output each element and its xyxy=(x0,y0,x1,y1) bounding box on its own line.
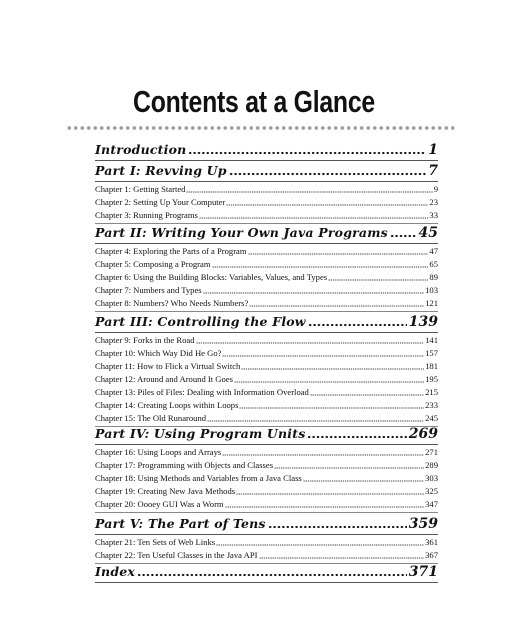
chapter-row[interactable] xyxy=(95,485,438,498)
part-title-row[interactable] xyxy=(95,425,438,443)
toc-part xyxy=(95,224,438,313)
part-title-label: Part I: Revving Up xyxy=(95,163,227,178)
toc-part xyxy=(95,313,438,428)
chapter-row[interactable] xyxy=(95,360,438,373)
chapter-label: Chapter 10: Which Way Did He Go? xyxy=(95,348,222,358)
chapter-row[interactable] xyxy=(95,209,438,222)
chapter-page-number: 233 xyxy=(425,400,438,410)
part-title-row[interactable] xyxy=(95,224,438,242)
chapter-row[interactable] xyxy=(95,297,438,310)
part-title-label: Index xyxy=(95,564,136,579)
chapter-label: Chapter 21: Ten Sets of Web Links xyxy=(95,537,216,547)
chapter-label: Chapter 1: Getting Started xyxy=(95,184,186,194)
section-rule xyxy=(95,534,438,535)
section-rule xyxy=(95,160,438,161)
dot-leader xyxy=(234,381,424,383)
dotted-divider xyxy=(66,125,457,131)
part-title-row[interactable] xyxy=(95,515,438,533)
chapter-row[interactable] xyxy=(95,334,438,347)
dot-leader xyxy=(207,420,424,422)
dot-leader xyxy=(196,342,425,344)
chapter-row[interactable] xyxy=(95,347,438,360)
chapter-page-number: 367 xyxy=(425,550,438,560)
chapter-page-number: 303 xyxy=(425,473,438,483)
dot-leader xyxy=(229,172,427,176)
dot-leader xyxy=(203,292,424,294)
chapter-label: Chapter 20: Oooey GUI Was a Worm xyxy=(95,499,224,509)
section-rule xyxy=(95,444,438,445)
toc-index xyxy=(95,563,438,584)
part-title-row[interactable] xyxy=(95,313,438,331)
page-title: Contents at a Glance xyxy=(133,84,375,119)
dot-leader xyxy=(307,435,406,439)
chapter-page-number: 103 xyxy=(425,285,438,295)
part-page-number: 45 xyxy=(418,225,438,241)
part-title-label: Introduction xyxy=(95,142,187,157)
chapter-page-number: 361 xyxy=(425,537,438,547)
dot-leader xyxy=(216,544,424,546)
section-rule xyxy=(95,181,438,182)
chapter-page-number: 9 xyxy=(433,184,438,194)
dot-leader xyxy=(268,525,407,529)
dot-leader xyxy=(248,253,429,255)
dot-leader xyxy=(303,480,424,482)
dot-leader xyxy=(212,266,429,268)
chapter-page-number: 347 xyxy=(425,499,438,509)
chapter-row[interactable] xyxy=(95,472,438,485)
dot-leader xyxy=(225,506,424,508)
part-title-row[interactable] xyxy=(95,162,438,180)
dot-leader xyxy=(328,279,428,281)
chapter-page-number: 289 xyxy=(425,460,438,470)
chapter-label: Chapter 14: Creating Loops within Loops xyxy=(95,400,239,410)
chapter-label: Chapter 2: Setting Up Your Computer xyxy=(95,197,226,207)
dot-leader xyxy=(137,573,407,577)
dot-leader xyxy=(188,151,426,155)
chapter-label: Chapter 17: Programming with Objects and Classes xyxy=(95,460,274,470)
chapter-label: Chapter 8: Numbers? Who Needs Numbers? xyxy=(95,298,249,308)
chapter-page-number: 23 xyxy=(429,197,438,207)
chapter-page-number: 157 xyxy=(425,348,438,358)
part-page-number: 139 xyxy=(408,314,438,330)
part-title-row[interactable] xyxy=(95,141,438,159)
chapter-page-number: 89 xyxy=(429,272,438,282)
chapter-page-number: 121 xyxy=(425,298,438,308)
section-rule xyxy=(95,332,438,333)
dot-leader xyxy=(241,368,424,370)
dot-leader xyxy=(308,323,407,327)
chapter-row[interactable] xyxy=(95,373,438,386)
part-title-label: Part IV: Using Program Units xyxy=(95,426,306,441)
chapter-row[interactable] xyxy=(95,284,438,297)
chapter-label: Chapter 13: Piles of Files: Dealing with Information Overload xyxy=(95,387,309,397)
dot-leader xyxy=(310,394,424,396)
chapter-row[interactable] xyxy=(95,446,438,459)
chapter-row[interactable] xyxy=(95,271,438,284)
toc-part xyxy=(95,515,438,565)
chapter-page-number: 33 xyxy=(429,210,438,220)
section-bottom-rule xyxy=(95,311,438,312)
chapter-label: Chapter 19: Creating New Java Methods xyxy=(95,486,236,496)
chapter-label: Chapter 18: Using Methods and Variables from a Java Class xyxy=(95,473,302,483)
chapter-label: Chapter 11: How to Flick a Virtual Switch xyxy=(95,361,241,371)
dot-leader xyxy=(186,191,432,193)
part-page-number: 371 xyxy=(408,564,438,580)
chapter-label: Chapter 15: The Old Runaround xyxy=(95,413,207,423)
part-page-number: 1 xyxy=(428,142,438,158)
part-page-number: 269 xyxy=(408,426,438,442)
chapter-page-number: 47 xyxy=(429,246,438,256)
part-title-label: Part III: Controlling the Flow xyxy=(95,314,306,329)
chapter-label: Chapter 7: Numbers and Types xyxy=(95,285,202,295)
chapter-label: Chapter 5: Composing a Program xyxy=(95,259,211,269)
toc-part xyxy=(95,425,438,514)
chapter-page-number: 245 xyxy=(425,413,438,423)
chapter-label: Chapter 12: Around and Around It Goes xyxy=(95,374,233,384)
dot-leader xyxy=(259,557,425,559)
chapter-label: Chapter 16: Using Loops and Arrays xyxy=(95,447,222,457)
chapter-page-number: 181 xyxy=(425,361,438,371)
dot-leader xyxy=(226,204,428,206)
chapter-row[interactable] xyxy=(95,386,438,399)
chapter-row[interactable] xyxy=(95,498,438,511)
toc-introduction xyxy=(95,141,438,162)
chapter-page-number: 141 xyxy=(425,335,438,345)
section-rule xyxy=(95,243,438,244)
section-rule xyxy=(95,582,438,583)
chapter-row[interactable] xyxy=(95,245,438,258)
dot-leader xyxy=(239,407,424,409)
chapter-row[interactable] xyxy=(95,536,438,549)
dot-leader xyxy=(249,305,424,307)
part-page-number: 359 xyxy=(408,516,438,532)
chapter-page-number: 271 xyxy=(425,447,438,457)
chapter-row[interactable] xyxy=(95,399,438,412)
part-title-row[interactable] xyxy=(95,563,438,581)
chapter-page-number: 215 xyxy=(425,387,438,397)
dot-leader xyxy=(274,467,424,469)
part-title-label: Part V: The Part of Tens xyxy=(95,516,266,531)
chapter-row[interactable] xyxy=(95,459,438,472)
chapter-label: Chapter 22: Ten Useful Classes in the Java API xyxy=(95,550,258,560)
dot-leader xyxy=(222,454,424,456)
toc-part xyxy=(95,162,438,225)
part-title-label: Part II: Writing Your Own Java Programs xyxy=(95,225,388,240)
chapter-page-number: 325 xyxy=(425,486,438,496)
section-bottom-rule xyxy=(95,512,438,513)
dot-leader xyxy=(390,234,417,238)
part-page-number: 7 xyxy=(428,163,438,179)
chapter-row[interactable] xyxy=(95,258,438,271)
chapter-page-number: 65 xyxy=(429,259,438,269)
dot-leader xyxy=(222,355,424,357)
chapter-label: Chapter 9: Forks in the Road xyxy=(95,335,195,345)
chapter-row[interactable] xyxy=(95,196,438,209)
chapter-row[interactable] xyxy=(95,183,438,196)
chapter-label: Chapter 4: Exploring the Parts of a Program xyxy=(95,246,247,256)
chapter-label: Chapter 3: Running Programs xyxy=(95,210,198,220)
chapter-label: Chapter 6: Using the Building Blocks: Variables, Values, and Types xyxy=(95,272,328,282)
dot-leader xyxy=(236,493,424,495)
chapter-row[interactable] xyxy=(95,549,438,562)
dot-leader xyxy=(199,217,429,219)
chapter-page-number: 195 xyxy=(425,374,438,384)
chapter-row[interactable] xyxy=(95,412,438,425)
